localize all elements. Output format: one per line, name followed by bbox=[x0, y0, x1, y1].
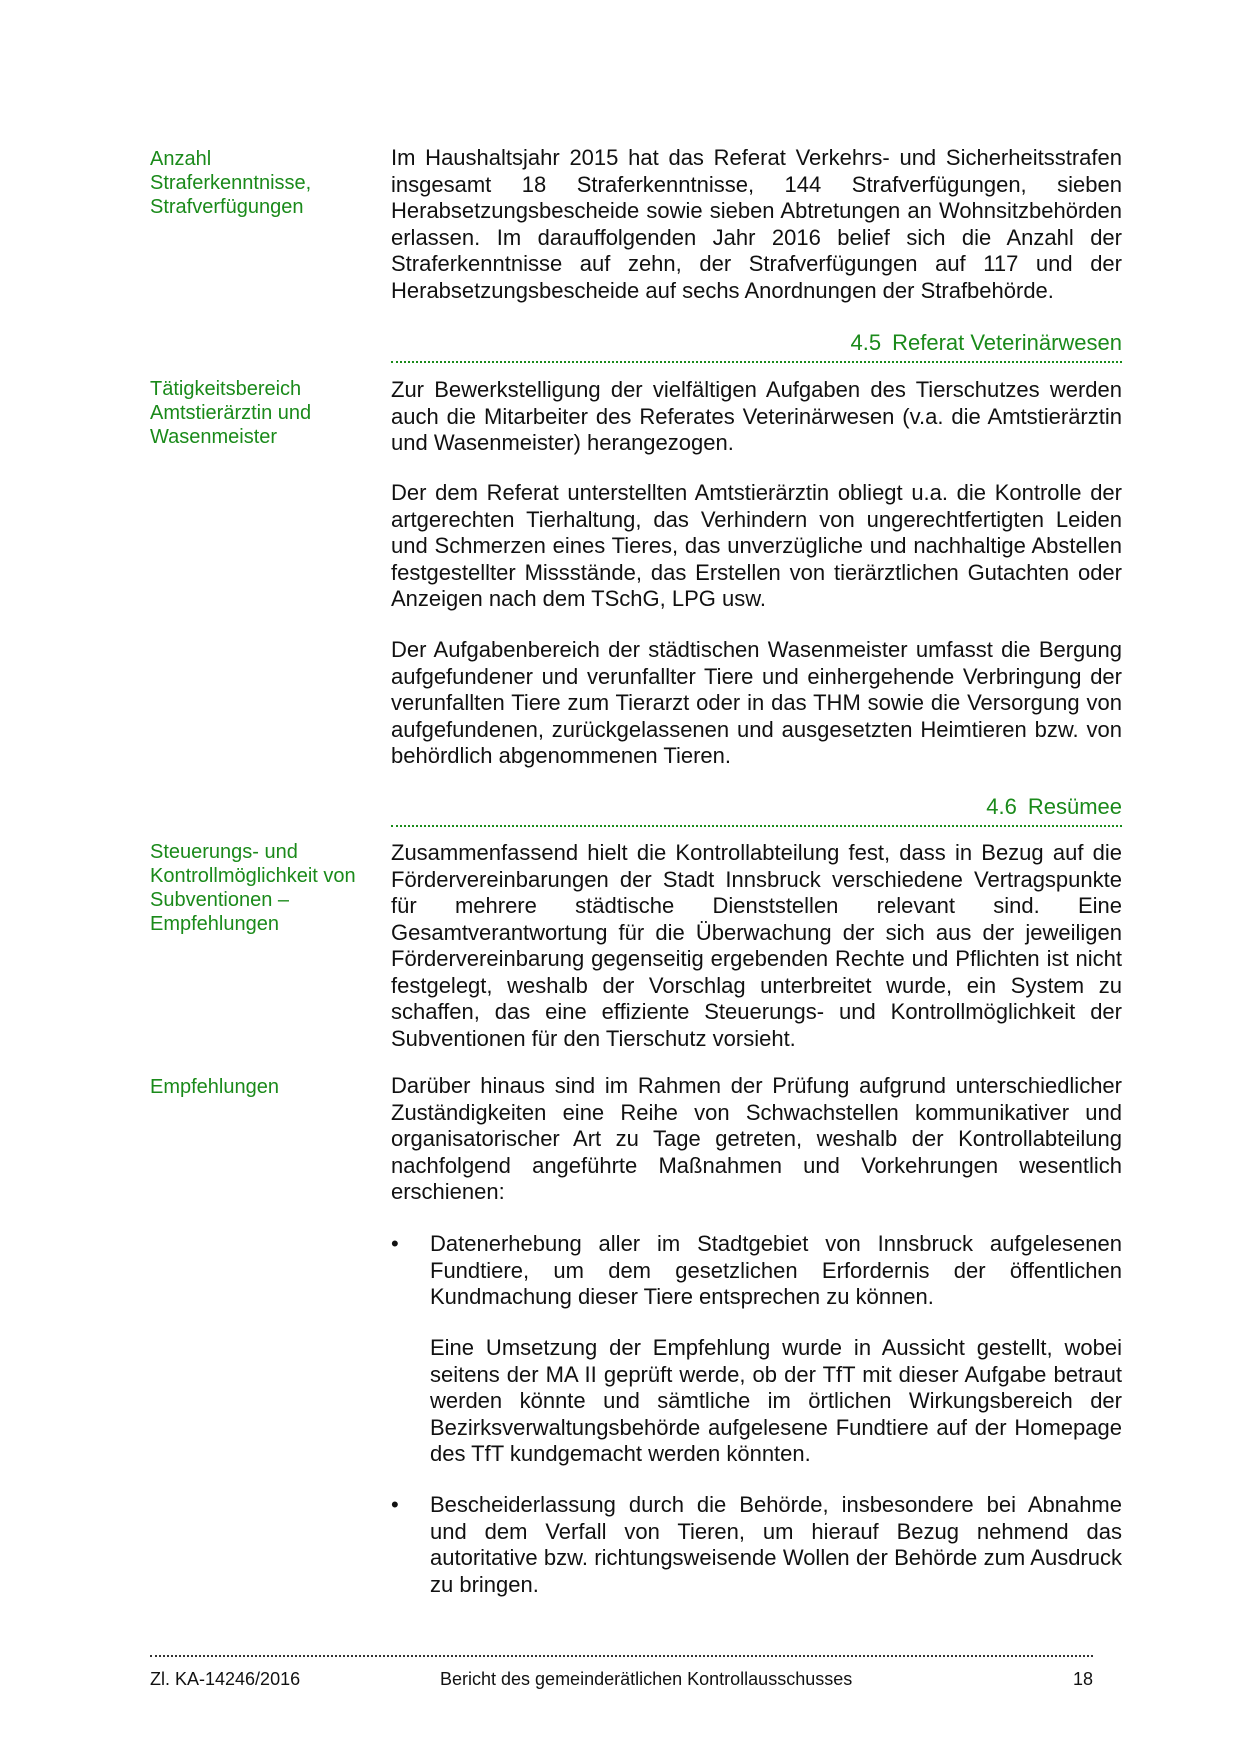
paragraph-wasenmeister: Der Aufgabenbereich der städtischen Wasenmeister umfasst die Bergung aufgefundener und verunfallter Tiere und einhergehende Verbringung der verunfallten Tiere zum Tierarzt oder in das THM sowie die Versorgung von aufgefundenen, zurückgelassenen und ausgesetzten Heimtieren bzw. von behördlich abgenommenen Tieren. bbox=[391, 637, 1122, 768]
margin-note-line: Subventionen – bbox=[150, 889, 290, 911]
footer-divider bbox=[150, 1655, 1093, 1657]
margin-note-line: Steuerungs- und bbox=[150, 841, 298, 863]
margin-note-line: Empfehlungen bbox=[150, 1076, 279, 1098]
margin-note-line: Kontrollmöglichkeit von bbox=[150, 865, 356, 887]
margin-note-taetigkeitsbereich bbox=[150, 377, 390, 449]
section-number: 4.6 bbox=[986, 794, 1017, 819]
bullet-fundtiere-note: Eine Umsetzung der Empfehlung wurde in Aussicht gestellt, wobei seitens der MA II geprüft werde, ob der TfT mit dieser Aufgabe betraut werden könnte und sämtliche im örtlichen Wirkungsbereich der Bezirksverwaltungsbehörde aufgelesene Fundtiere auf der Homepage des TfT kundgemacht werden könnten. bbox=[430, 1335, 1122, 1466]
bullet-fundtiere: Datenerhebung aller im Stadtgebiet von Innsbruck aufgelesenen Fundtiere, um dem gesetzlichen Erfordernis der öffentlichen Kundmachung dieser Tiere entsprechen zu können. bbox=[430, 1231, 1122, 1309]
paragraph-strafverfuegungen: Im Haushaltsjahr 2015 hat das Referat Verkehrs- und Sicherheitsstrafen insgesamt 18 Straferkenntnisse, 144 Strafverfügungen, sieben Herabsetzungsbescheide sowie sieben Abtretungen an Wohnsitzbehörden erlassen. Im darauffolgenden Jahr 2016 belief sich die Anzahl der Straferkenntnisse auf zehn, der Strafverfügungen auf 117 und der Herabsetzungsbescheide auf sechs Anordnungen der Strafbehörde. bbox=[391, 145, 1122, 303]
section-title: Referat Veterinärwesen bbox=[892, 330, 1122, 355]
margin-note-line: Anzahl bbox=[150, 148, 212, 170]
footer-reference: Zl. KA-14246/2016 bbox=[150, 1669, 301, 1689]
margin-note-line: Wasenmeister bbox=[150, 426, 278, 448]
section-heading-4-6 bbox=[391, 794, 1122, 820]
margin-note-line: Tätigkeitsbereich bbox=[150, 378, 302, 400]
bullet-marker: • bbox=[391, 1492, 399, 1517]
margin-note-straferkenntnisse bbox=[150, 147, 390, 219]
bullet-marker: • bbox=[391, 1231, 399, 1256]
section-divider bbox=[391, 361, 1122, 363]
margin-note-steuerung bbox=[150, 840, 390, 936]
margin-note-line: Strafverfügungen bbox=[150, 196, 304, 218]
paragraph-amtstieraerztin: Der dem Referat unterstellten Amtstierärztin obliegt u.a. die Kontrolle der artgerechten Tierhaltung, das Verhindern von ungerechtfertigten Leiden und Schmerzen eines Tieres, das unverzügliche und nachhaltige Abstellen festgestellter Missstände, das Erstellen von tierärztlichen Gutachten oder Anzeigen nach dem TSchG, LPG usw. bbox=[391, 480, 1122, 611]
section-divider bbox=[391, 825, 1122, 827]
footer-title: Bericht des gemeinderätlichen Kontrollausschusses bbox=[440, 1669, 853, 1689]
section-heading-4-5 bbox=[391, 330, 1122, 356]
paragraph-schwachstellen: Darüber hinaus sind im Rahmen der Prüfung aufgrund unterschiedlicher Zuständigkeiten eine Reihe von Schwachstellen kommunikativer und organisatorischer Art zu Tage getreten, weshalb der Kontrollabteilung nachfolgend angeführte Maßnahmen und Vorkehrungen wesentlich erschienen: bbox=[391, 1073, 1122, 1204]
page-number: 18 bbox=[1072, 1669, 1093, 1689]
margin-note-line: Amtstierärztin und bbox=[150, 402, 312, 424]
margin-note-line: Straferkenntnisse, bbox=[150, 172, 312, 194]
paragraph-resuemee: Zusammenfassend hielt die Kontrollabteilung fest, dass in Bezug auf die Fördervereinbarungen der Stadt Innsbruck verschiedene Vertragspunkte für mehrere städtische Dienststellen relevant sind. Eine Gesamtverantwortung für die Überwachung der sich aus der jeweiligen Fördervereinbarung gegenseitig ergebenden Rechte und Pflichten ist nicht festgelegt, weshalb der Vorschlag unterbreitet wurde, ein System zu schaffen, das eine effiziente Steuerungs- und Kontrollmöglichkeit der Subventionen für den Tierschutz vorsieht. bbox=[391, 840, 1122, 1051]
margin-note-empfehlungen bbox=[150, 1075, 390, 1099]
bullet-bescheiderlassung: Bescheiderlassung durch die Behörde, insbesondere bei Abnahme und dem Verfall von Tieren, um hierauf Bezug nehmend das autoritative bzw. richtungsweisende Wollen der Behörde zum Ausdruck zu bringen. bbox=[430, 1492, 1122, 1597]
section-number: 4.5 bbox=[850, 330, 882, 355]
paragraph-tierschutz-aufgaben: Zur Bewerkstelligung der vielfältigen Aufgaben des Tierschutzes werden auch die Mitarbeiter des Referates Veterinärwesen (v.a. die Amtstierärztin und Wasenmeister) herangezogen. bbox=[391, 377, 1122, 455]
section-title: Resümee bbox=[1027, 794, 1122, 819]
margin-note-line: Empfehlungen bbox=[150, 913, 279, 935]
